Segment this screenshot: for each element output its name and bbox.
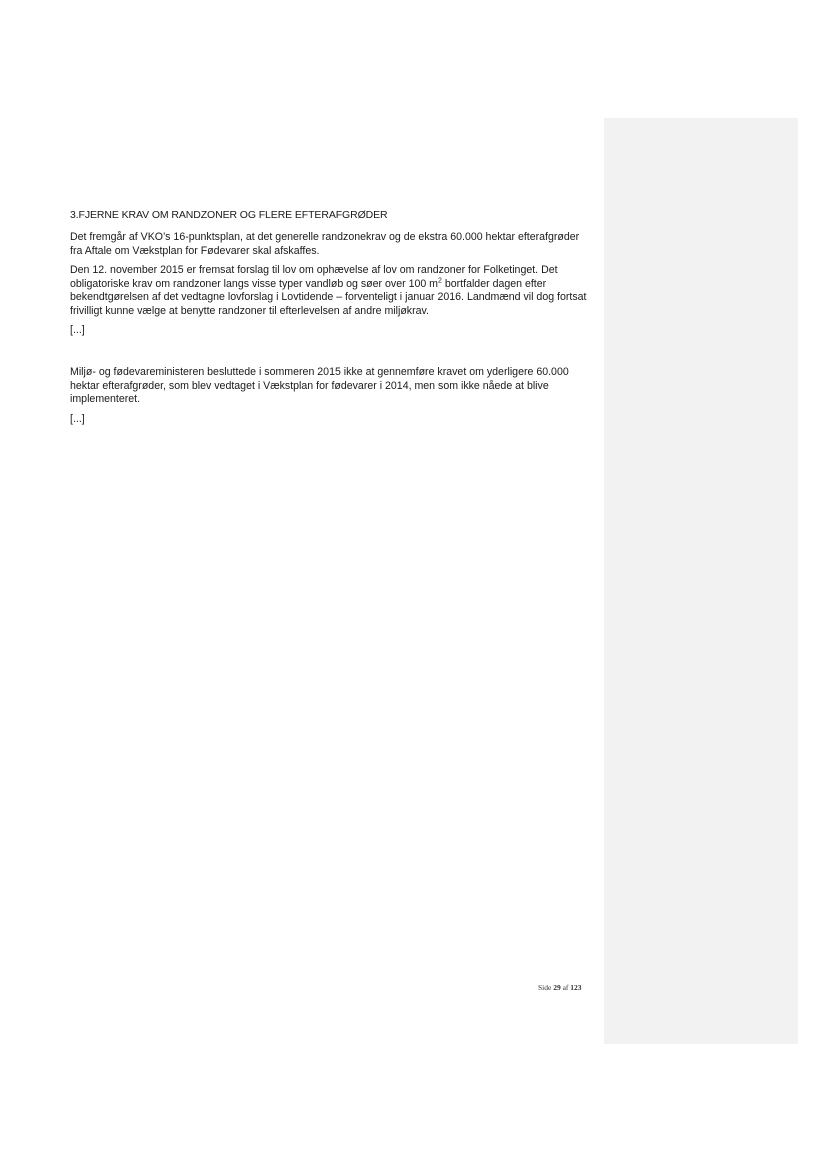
paragraph-1: Det fremgår af VKO’s 16-punktsplan, at det generelle randzonekrav og de ekstra 60.000 hektar efterafgrøder fra Aftale om Vækstplan for Fødevarer skal afskaffes. <box>70 231 580 257</box>
section-heading: 3.FJERNE KRAV OM RANDZONER OG FLERE EFTERAFGRØDER <box>70 209 388 221</box>
footer-middle: af <box>560 983 571 992</box>
footer-prefix: Side <box>538 983 554 992</box>
superscript-2: 2 <box>438 276 442 284</box>
paragraph-2 <box>70 264 590 318</box>
footer-total: 123 <box>570 983 582 992</box>
paragraph-3: Miljø- og fødevareministeren besluttede i sommeren 2015 ikke at gennemføre kravet om yderligere 60.000 hektar efterafgrøder, som blev vedtaget i Vækstplan for fødevarer i 2014, men som ikke nåede at blive implementeret. <box>70 366 569 405</box>
ellipsis-2: [...] <box>70 412 85 425</box>
paragraph-2-text-a: Den 12. november 2015 er fremsat forslag til lov om ophævelse af lov om randzoner for Folketinget. Det obligatoriske krav om randzoner langs visse typer vandløb og søer over 100 m <box>70 264 558 290</box>
ellipsis-1: [...] <box>70 324 85 336</box>
margin-comment-column <box>604 118 798 1044</box>
document-body <box>70 209 590 425</box>
paragraph-2-text-b: bortfalder dagen efter bekendtgørelsen af det vedtagne lovforslag i Lovtidende – forventeligt i januar 2016. Landmænd vil dog fortsat frivilligt kunne vælge at benytte randzoner til efterlevelsen af andre miljøkrav. <box>70 277 587 317</box>
footer-page: 29 <box>553 983 561 992</box>
page-number-footer <box>538 983 582 992</box>
spacer <box>70 336 590 366</box>
